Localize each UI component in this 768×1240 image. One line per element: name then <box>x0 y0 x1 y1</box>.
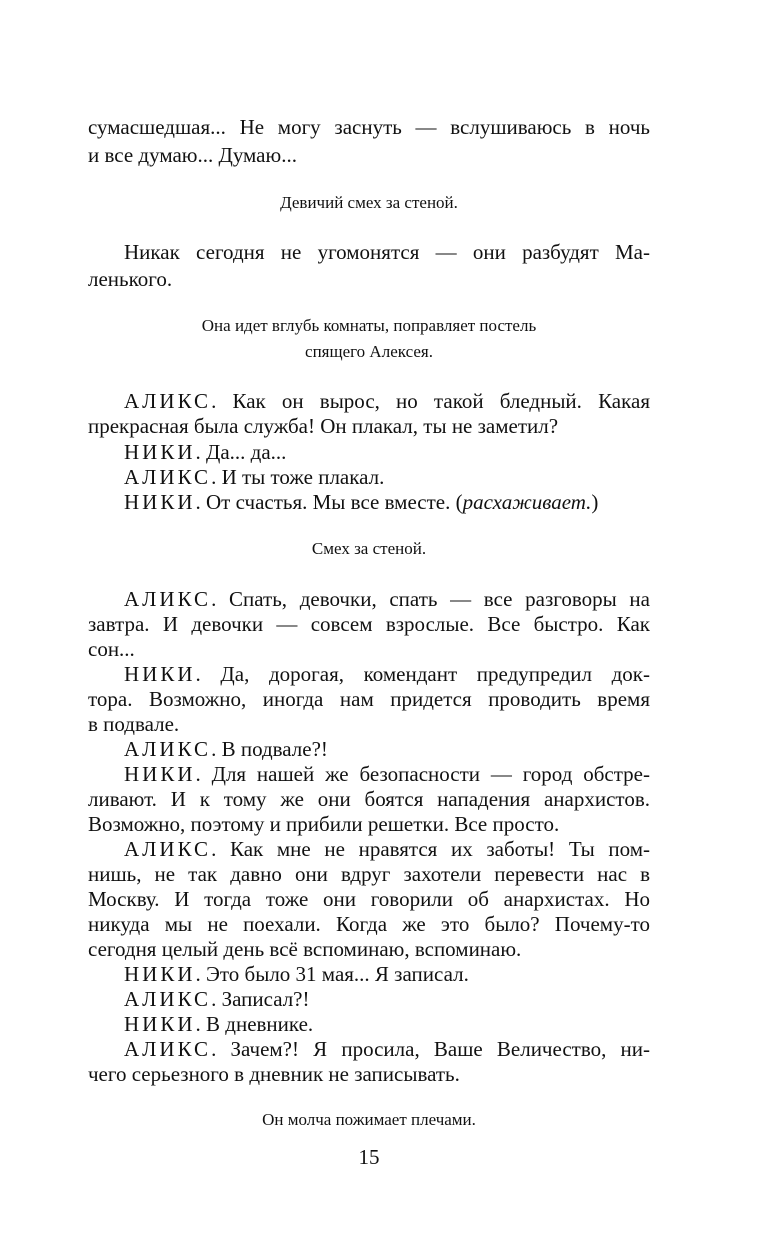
text-line: нишь, не так давно они вдруг захотели перевести нас в <box>88 862 650 886</box>
dialogue-line <box>88 985 650 1013</box>
speaker-name: НИКИ <box>124 762 196 786</box>
speech-text: . В подвале?! <box>211 737 328 761</box>
page-number: 15 <box>358 1145 380 1169</box>
dialogue-line <box>88 387 650 415</box>
text-line: чего серьезного в дневник не записывать. <box>88 1062 460 1086</box>
speech-text: . Зачем?! Я просила, Ваше Величество, ни- <box>211 1037 650 1061</box>
dialogue-line <box>88 1010 650 1038</box>
speaker-name: АЛИКС <box>124 465 212 489</box>
speech-text: . И ты тоже плакал. <box>211 465 385 489</box>
text-line: Москву. И тогда тоже они говорили об анархистах. Но <box>88 887 650 911</box>
speaker-name: НИКИ <box>124 962 196 986</box>
dialogue-line <box>88 488 650 516</box>
dialogue-line <box>88 585 650 613</box>
stage-direction: Девичий смех за стеной. <box>280 193 458 212</box>
speaker-name: АЛИКС <box>124 389 212 413</box>
stage-direction: Она идет вглубь комнаты, поправляет постель <box>201 316 537 335</box>
speaker-name: НИКИ <box>124 440 196 464</box>
text-line: Возможно, поэтому и прибили решетки. Все просто. <box>88 812 560 836</box>
text-line: и все думаю... Думаю... <box>88 143 297 167</box>
dialogue-line <box>88 735 650 763</box>
speaker-name: НИКИ <box>124 490 196 514</box>
stage-remark: расхаживает. <box>462 490 592 514</box>
dialogue-line <box>88 835 650 863</box>
text-line: завтра. И девочки — совсем взрослые. Все быстро. Как <box>88 612 650 636</box>
text-line: прекрасная была служба! Он плакал, ты не заметил? <box>88 414 559 438</box>
text-line: ливают. И к тому же они боятся нападения анархистов. <box>88 787 650 811</box>
text-line: сумасшедшая... Не могу заснуть — вслушиваюсь в ночь <box>88 115 650 139</box>
speech-text: ) <box>591 490 599 514</box>
speech-text: . Как он вырос, но такой бледный. Какая <box>211 389 650 413</box>
speaker-name: НИКИ <box>124 662 196 686</box>
speaker-name: АЛИКС <box>124 1037 212 1061</box>
dialogue-line <box>88 463 650 491</box>
speech-text: . В дневнике. <box>195 1012 314 1036</box>
speaker-name: АЛИКС <box>124 987 212 1011</box>
text-line: тора. Возможно, иногда нам придется проводить время <box>88 687 650 711</box>
speaker-name: НИКИ <box>124 1012 196 1036</box>
speech-text: . Для нашей же безопасности — город обстре- <box>195 762 650 786</box>
dialogue-line <box>88 438 650 466</box>
stage-direction: Он молча пожимает плечами. <box>262 1110 476 1129</box>
text-line: сегодня целый день всё вспоминаю, вспоминаю. <box>88 937 522 961</box>
speaker-name: АЛИКС <box>124 587 212 611</box>
dialogue-line <box>88 1035 650 1063</box>
speech-text: . Да... да... <box>195 440 287 464</box>
text-line: в подвале. <box>88 712 180 736</box>
text-line: сон... <box>88 637 135 661</box>
speaker-name: АЛИКС <box>124 837 212 861</box>
speech-text: . Записал?! <box>211 987 310 1011</box>
stage-direction: Смех за стеной. <box>311 539 427 558</box>
text-line: никуда мы не поехали. Когда же это было? Почему-то <box>88 912 650 936</box>
dialogue-line <box>88 660 650 688</box>
speech-text: . Спать, девочки, спать — все разговоры на <box>211 587 650 611</box>
speech-text: . Да, дорогая, комендант предупредил док- <box>195 662 650 686</box>
text-line: Никак сегодня не угомонятся — они разбудят Ма- <box>124 240 650 264</box>
stage-direction: спящего Алексея. <box>305 342 433 361</box>
dialogue-line <box>88 760 650 788</box>
speaker-name: АЛИКС <box>124 737 212 761</box>
text-line: ленького. <box>88 267 173 291</box>
speech-text: . Как мне не нравятся их заботы! Ты пом- <box>211 837 650 861</box>
speech-text: . От счастья. Мы все вместе. ( <box>195 490 463 514</box>
speech-text: . Это было 31 мая... Я записал. <box>195 962 469 986</box>
dialogue-line <box>88 960 650 988</box>
